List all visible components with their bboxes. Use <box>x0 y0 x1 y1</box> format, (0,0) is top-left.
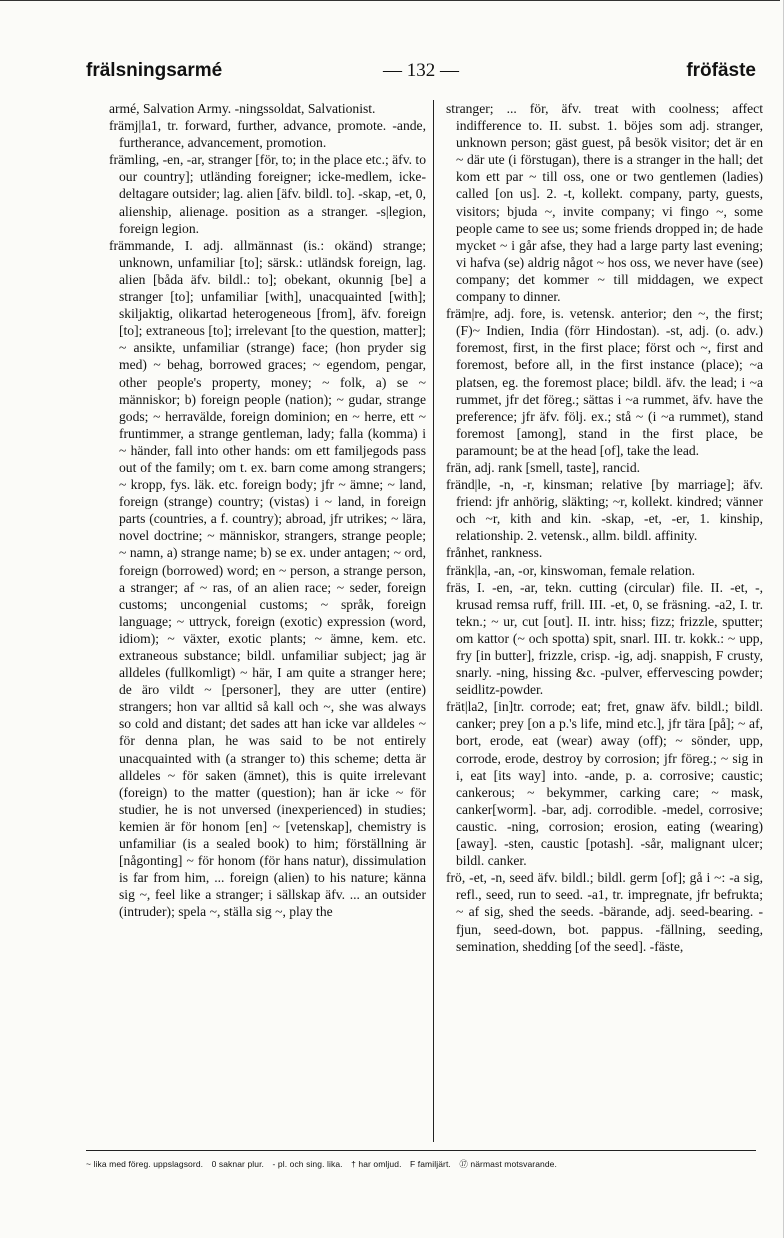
entry-fro: frö, -et, -n, seed äfv. bildl.; bildl. germ [of]; gå i ~: -a sig, refl., seed, run to seed. -a1, tr. impregnate, jfr befrukta; ~ af sig, shed the seeds. -bärande, adj. seed-bearing. -fjun, seed-down, bot. pappus. -fällning, seeding, semination, shedding [of the seed]. -fäste, <box>446 870 763 954</box>
legend-item: † har omljud. <box>351 1159 402 1169</box>
entry-franhet: frånhet, rankness. <box>446 545 543 561</box>
legend-item: ~ lika med föreg. uppslagsord. <box>86 1159 204 1169</box>
entry-fran: frän, adj. rank [smell, taste], rancid. <box>446 459 641 475</box>
header-right-guide-word: fröfäste <box>686 60 756 81</box>
footer-rule <box>86 1150 756 1151</box>
abbreviation-legend <box>86 1158 756 1170</box>
legend-item: - pl. och sing. lika. <box>272 1159 343 1169</box>
header-page-number: — 132 — <box>383 60 459 81</box>
header-left-guide-word: frälsningsarmé <box>86 60 223 81</box>
legend-item: ⑰ närmast motsvarande. <box>459 1159 557 1169</box>
entry-frande: fränd|le, -n, -r, kinsman; relative [by marriage]; äfv. friend: jfr anhörig, släkting; ~r, kollekt. kindred; vänner och ~r, kith and kin. -skap, -et, -er, 1. kinship, relationship. 2. vetensk., allm. bildl. affinity. <box>446 477 763 544</box>
column-divider <box>433 100 434 1142</box>
legend-item: F familjärt. <box>410 1159 451 1169</box>
entry-frammande: främmande, I. adj. allmännast (is.: okänd) strange; unknown, unfamiliar [to]; särsk.: utländsk foreign, lag. alien [båda äfv. bildl.: to]; obekant, okunnig [be] a stranger [to]; unfamiliar [with], unacquainted [with]; skiljaktig, olikartad heterogeneous [from], äfv. foreign [to]; extraneous [to]; irrelevant [to the question, matter]; ~ ansikte, unfamiliar (strange) face; (hon pryder sig med) ~ behag, borrowed graces; ~ egendom, pengar, other people's property, money; ~ folk, a) se ~ människor; b) foreign people (nation); ~ gudar, strange gods; ~ herravälde, foreign dominion; en ~ herre, ett ~ fruntimmer, a strange gentleman, lady; falla (komma) i ~ händer, fall into other hands: om ett familjegods pass out of the family; om t. ex. barn come among strangers; ~ kropp, fys. läk. etc. foreign body; jfr ~ ämne; ~ land, foreign (strange) country; (vistas) i ~ land, in foreign parts (countries, a f. country); abroad, jfr utrikes; ~ lära, novel doctrine; ~ människor, strangers, strange people; ~ namn, a) strange name; b) se ex. under antagen; ~ ord, foreign (borrowed) word; en ~ person, a strange person, a stranger; af ~ ras, of an alien race; ~ seder, foreign customs; uncongenial customs; ~ språk, foreign language; ~ uttryck, foreign (exotic) expression (word, idiom); ~ växter, exotic plants; ~ ämne, kem. etc. extraneous substance; bildl. unfamiliar subject; jag är alldeles (fullkomligt) ~ här, I am quite a stranger here; de äro vildt ~ [personer], they are utter (entire) strangers; hon var alltid så kall och ~, she was always so cold and distant; det sades att han icke var alldeles ~ för denna plan, he was said to be not entirely unacquainted with (a stranger to) this scheme; detta är alldeles ~ för saken (ämnet), this is quite irrelevant (foreign) to the matter (question); han är icke ~ för studier, he is not unversed (inexperienced) in studies; kemien är för honom [en] ~ [vetenskap], chemistry is unfamiliar (is a sealed book) to him; förställning är [någonting] ~ för honom (för hans natur), dissimulation is far from him, ... foreign (alien) to his nature; känna sig ~, feel like a stranger; i sällskap äfv. ... an outsider (intruder); spela ~, ställa sig ~, play the <box>109 237 426 920</box>
left-column <box>109 100 426 921</box>
entry-franka: fränk|la, -an, -or, kinswoman, female relation. <box>446 562 696 578</box>
page-top-edge <box>0 0 780 1</box>
right-column <box>446 100 763 955</box>
page-header <box>86 60 756 90</box>
legend-item: 0 saknar plur. <box>211 1159 265 1169</box>
entry-framja: främj|la1, tr. forward, further, advance, promote. -ande, furtherance, advancement, promotion. <box>109 118 426 151</box>
entry-arme: armé, Salvation Army. -ningssoldat, Salvationist. <box>109 101 376 116</box>
entry-frammande-cont: stranger; ... för, äfv. treat with coolness; affect indifference to. II. subst. 1. böjes som adj. stranger, unknown person; gäst guest, på besök visitor; det är en ~ där ute (i förstugan), there is a stranger in the hall; det kom ett par ~ till oss, one or two gentlemen (ladies) called [on us]. 2. -t, kollekt. company, party, guests, visitors; bjuda ~, invite company; vi fingo ~, some people came to see us; some friends dropped in; de hade mycket ~ i går afse, they had a large party last evening; vi hafva (se) aldrig något ~ hos oss, we never have (see) company; det kommer ~ till middagen, we expect company to dinner. <box>446 101 763 305</box>
entry-frata: frät|la2, [in]tr. corrode; eat; fret, gnaw äfv. bildl.; bildl. canker; prey [on a p.'s life, mind etc.], jfr tära [på]; ~ af, bort, erode, eat (wear) away (off); ~ sönder, upp, corrode, erode, destroy by corrosion; jfr föreg.; ~ sig in i, eat [its way] into. -ande, p. a. corrosive; caustic; cankerous; ~ bekymmer, carking care; ~ mask, canker[worm]. -bar, adj. corrodible. -medel, corrosive; caustic. -ning, corrosion; erosion, eating (wearing) [away]. -sten, caustic [potash]. -sår, malignant ulcer; bildl. canker. <box>446 699 763 869</box>
entry-framre: främ|re, adj. fore, is. vetensk. anterior; den ~, the first; (F)~ Indien, India (förr Hindostan). -st, adj. (o. adv.) foremost, first, in the first place; först och ~, first and foremost, before all, in the first instance (place); ~a platsen, eg. the foremost place; bildl. äfv. the lead; i ~a rummet, jfr det föreg.; sättas i ~a rummet, äfv. have the preference; jfr äfv. följ. ex.; stå ~ (i ~a rummet), stand foremost [among], stand in the first place, be paramount; be at the head [of], take the lead. <box>446 306 763 458</box>
entry-fras: fräs, I. -en, -ar, tekn. cutting (circular) file. II. -et, -, krusad remsa ruff, frill. III. -et, 0, se fräsning. -a2, I. tr. tekn.; ~ ur, cut [out]. II. intr. hiss; fizz; frizzle, sputter; om kattor (~ och spotta) spit, snarl. III. tr. kokk.: ~ upp, fry [in butter], frizzle, crisp. -ig, adj. snappish, F crusty, snarly. -ning, hissing &c. -pulver, effervescing powder; seidlitz-powder. <box>446 579 763 698</box>
entry-framling: främling, -en, -ar, stranger [för, to; in the place etc.; äfv. to our country]; utländing foreigner; icke-medlem, icke-deltagare outsider; lag. alien [äfv. bildl. to]. -skap, -et, 0, alienship, alienage. position as a stranger. -s|legion, foreign legion. <box>109 152 426 236</box>
